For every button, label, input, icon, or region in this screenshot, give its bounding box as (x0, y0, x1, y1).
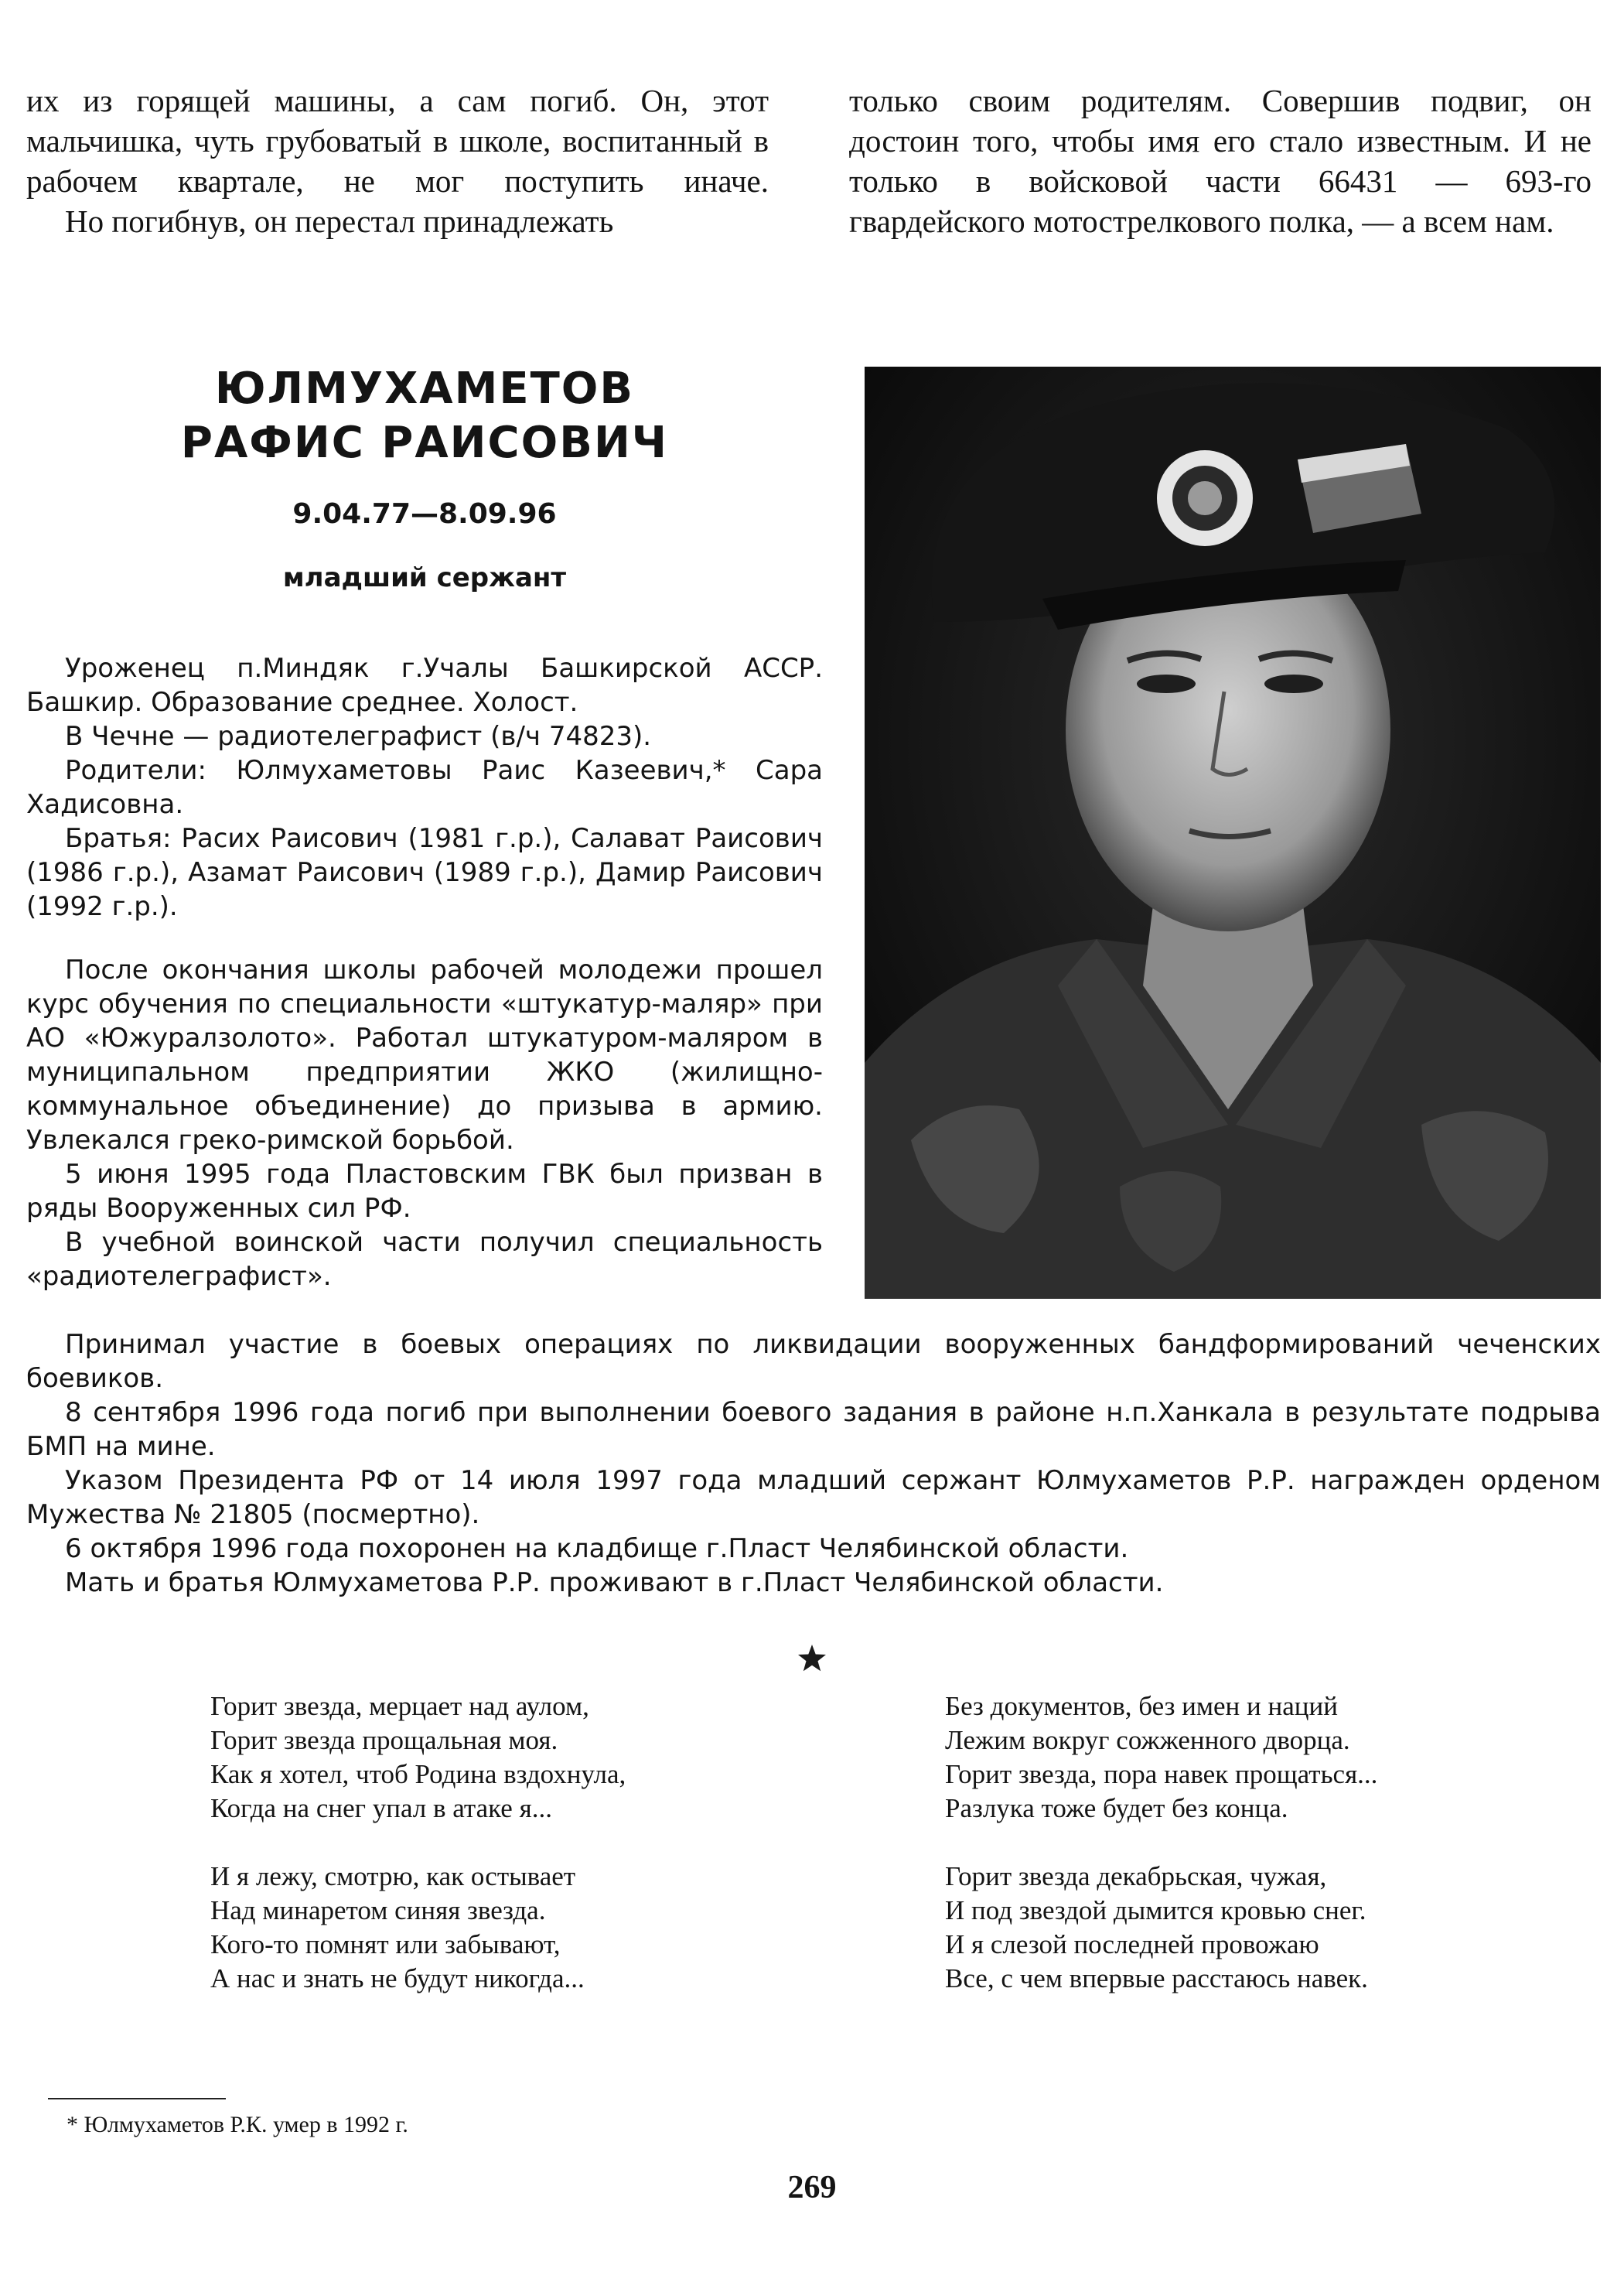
paragraph: 8 сентября 1996 года погиб при выполнении боевого задания в районе н.п.Ханкала в результате подрыва БМП на мине. (26, 1397, 1601, 1462)
poem-line: Лежим вокруг сожженного дворца. (945, 1725, 1350, 1755)
poem-line: Как я хотел, чтоб Родина вздохнула, (210, 1759, 626, 1789)
portrait-photo (865, 367, 1601, 1299)
poem-stanza (210, 1689, 626, 1826)
poem-line: Горит звезда прощальная моя. (210, 1725, 558, 1755)
page-number: 269 (787, 2170, 837, 2205)
military-rank: младший сержант (282, 562, 567, 593)
paragraph: В Чечне — радиотелеграфист (в/ч 74823). (65, 721, 652, 752)
paragraph: Родители: Юлмухаметовы Раис Казеевич,* Сара Хадисовна. (26, 755, 823, 820)
person-heading (26, 362, 823, 593)
paragraph: Принимал участие в боевых операциях по ликвидации вооруженных бандформирований чеченских боевиков. (26, 1329, 1601, 1394)
given-names: РАФИС РАИСОВИЧ (180, 418, 669, 468)
poem-line: Все, с чем впервые расстаюсь навек. (945, 1963, 1368, 1993)
top-right-column (849, 80, 1592, 241)
portrait-illustration (865, 367, 1601, 1299)
footnote: * Юлмухаметов Р.К. умер в 1992 г. (67, 2112, 408, 2137)
poem-line: Над минаретом синяя звезда. (210, 1895, 546, 1925)
poem-right-column (945, 1689, 1377, 2030)
star-icon (797, 1643, 827, 1674)
paragraph: Мать и братья Юлмухаметова Р.Р. проживают в г.Пласт Челябинской области. (65, 1567, 1164, 1598)
surname: ЮЛМУХАМЕТОВ (214, 364, 635, 414)
poem-line: Разлука тоже будет без конца. (945, 1793, 1288, 1823)
footnote-rule (48, 2098, 226, 2099)
poem-line: И я лежу, смотрю, как остывает (210, 1861, 576, 1891)
life-dates: 9.04.77—8.09.96 (292, 498, 557, 530)
poem-stanza (945, 1860, 1377, 1996)
poem-stanza (945, 1689, 1377, 1826)
paragraph: Указом Президента РФ от 14 июля 1997 года младший сержант Юлмухаметов Р.Р. награжден орденом Мужества № 21805 (посмертно). (26, 1465, 1601, 1530)
poem-line: И я слезой последней провожаю (945, 1929, 1319, 1959)
poem-stanza (210, 1860, 626, 1996)
poem-line: Когда на снег упал в атаке я... (210, 1793, 552, 1823)
poem-line: Кого-то помнят или забывают, (210, 1929, 561, 1959)
poem-line: Без документов, без имен и наций (945, 1691, 1338, 1721)
poem-line: Горит звезда, мерцает над аулом, (210, 1691, 589, 1721)
paragraph: 6 октября 1996 года похоронен на кладбище г.Пласт Челябинской области. (65, 1533, 1129, 1564)
paragraph: Но погибнув, он перестал принадлежать (65, 203, 614, 239)
paragraph: В учебной воинской части получил специальность «радиотелеграфист». (26, 1227, 823, 1292)
biography-family (26, 651, 823, 924)
paragraph: их из горящей машины, а сам погиб. Он, этот мальчишка, чуть грубоватый в школе, воспитанный в рабочем квартале, не мог поступить иначе. (26, 83, 769, 199)
poem-line: И под звездой дымится кровью снег. (945, 1895, 1366, 1925)
paragraph: Братья: Расих Раисович (1981 г.р.), Салават Раисович (1986 г.р.), Азамат Раисович (1989 г.р.), Дамир Раисович (1992 г.р.). (26, 823, 823, 922)
poem-line: А нас и знать не будут никогда... (210, 1963, 585, 1993)
biography-service (26, 953, 823, 1293)
biography-combat (26, 1327, 1601, 1600)
paragraph: Уроженец п.Миндяк г.Учалы Башкирской АССР. Башкир. Образование среднее. Холост. (26, 653, 823, 718)
poem-left-column (210, 1689, 626, 2030)
top-left-column (26, 80, 769, 241)
paragraph: только своим родителям. Совершив подвиг, он достоин того, чтобы имя его стало известным. И не только в войсковой части 66431 — 693-го гвардейского мотострелкового полка, — а всем нам. (849, 83, 1592, 239)
paragraph: После окончания школы рабочей молодежи прошел курс обучения по специальности «штукатур-маляр» при АО «Южуралзолото». Работал штукатуром-маляром в муниципальном предприятии ЖКО (жилищно-коммунальное объединение) до призыва в армию. Увлекался греко-римской борьбой. (26, 955, 823, 1156)
poem-line: Горит звезда декабрьская, чужая, (945, 1861, 1327, 1891)
paragraph: 5 июня 1995 года Пластовским ГВК был призван в ряды Вооруженных сил РФ. (26, 1159, 823, 1224)
poem-line: Горит звезда, пора навек прощаться... (945, 1759, 1378, 1789)
